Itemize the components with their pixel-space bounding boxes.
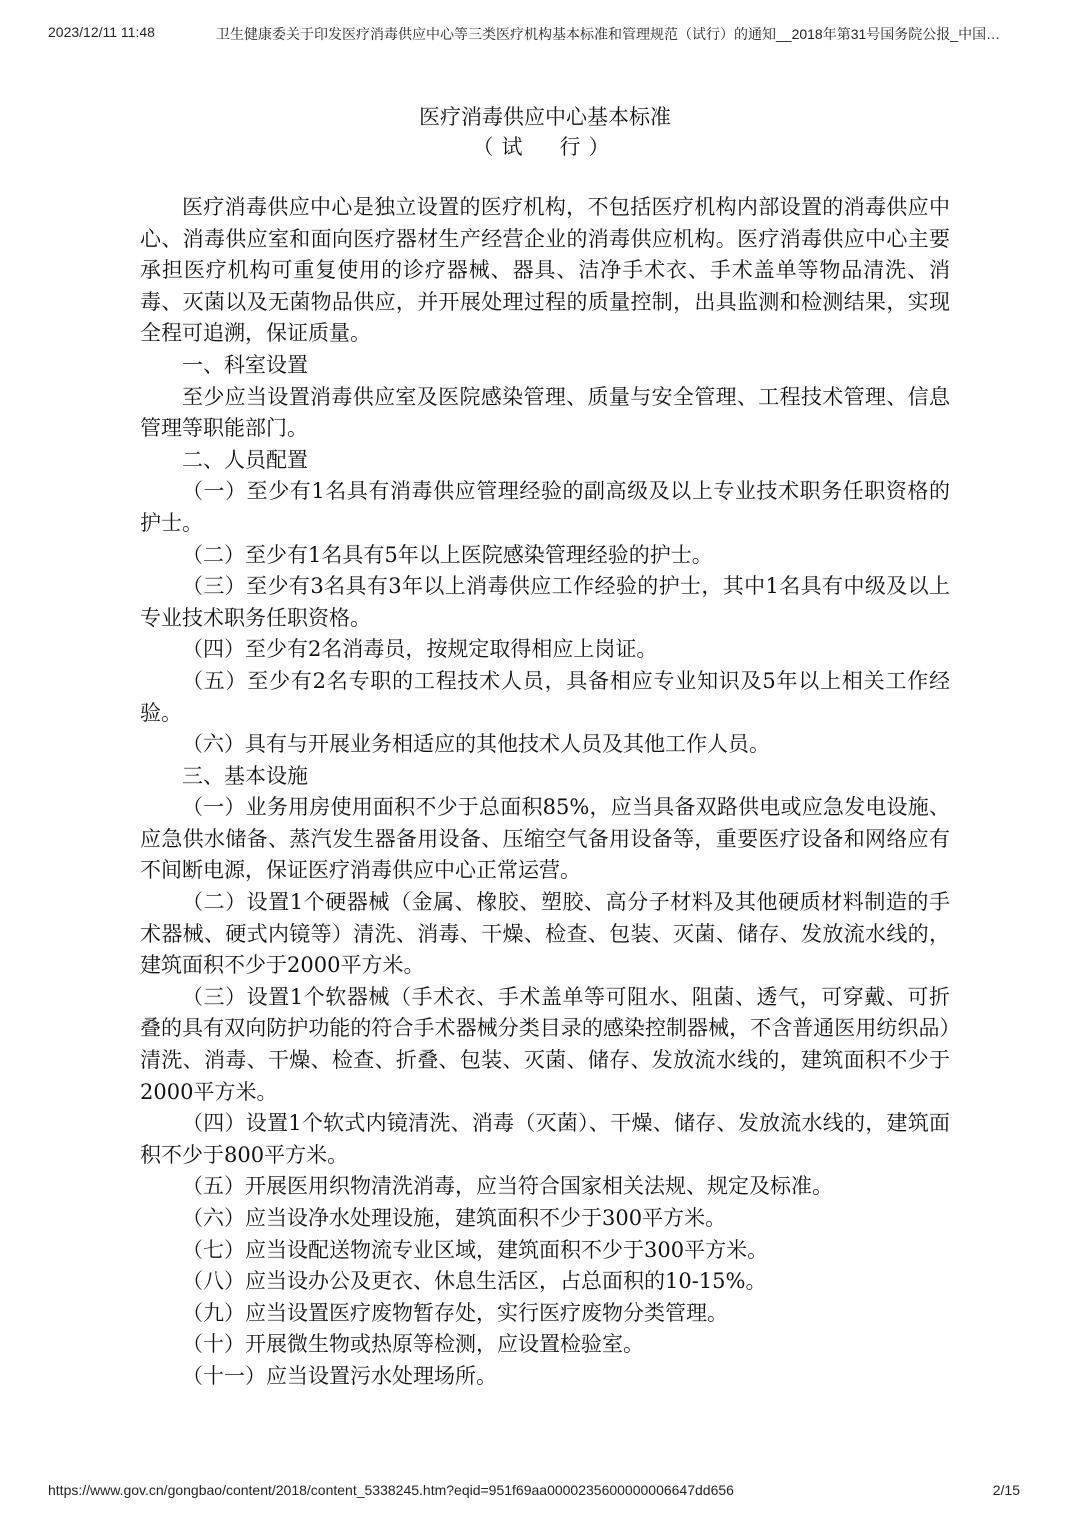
list-item: （三）设置1个软器械（手术衣、手术盖单等可阻水、阻菌、透气，可穿戴、可折叠的具有双向防护功能的符合手术器械分类目录的感染控制器械，不含普通医用纺织品）清洗、消毒、干燥、检查、折叠、包装、灭菌、储存、发放流水线的，建筑面积不少于2000平方米。	[140, 984, 950, 1104]
print-header	[48, 24, 1032, 44]
list-item: （四）设置1个软式内镜清洗、消毒（灭菌）、干燥、储存、发放流水线的，建筑面积不少于800平方米。	[140, 1111, 950, 1167]
list-item: （四）至少有2名消毒员，按规定取得相应上岗证。	[182, 637, 658, 662]
list-item: （六）应当设净水处理设施，建筑面积不少于300平方米。	[182, 1206, 727, 1230]
list-item: （二）设置1个硬器械（金属、橡胶、塑胶、高分子材料及其他硬质材料制造的手术器械、硬式内镜等）清洗、消毒、干燥、检查、包装、灭菌、储存、发放流水线的，建筑面积不少于2000平方米。	[140, 890, 950, 978]
list-item: （一）至少有1名具有消毒供应管理经验的副高级及以上专业技术职务任职资格的护士。	[140, 479, 950, 535]
page-url: https://www.gov.cn/gongbao/content/2018/content_5338245.htm?eqid=951f69aa0000235600000006647dd656	[48, 1482, 734, 1498]
list-item: （九）应当设置医疗废物暂存处，实行医疗废物分类管理。	[182, 1300, 728, 1325]
print-date: 2023/12/11 11:48	[48, 24, 155, 40]
list-item: （十一）应当设置污水处理场所。	[182, 1363, 497, 1388]
list-item: （五）至少有2名专职的工程技术人员，具备相应专业知识及5年以上相关工作经验。	[140, 668, 950, 725]
list-item: （一）业务用房使用面积不少于总面积85%，应当具备双路供电或应急发电设施、应急供水储备、蒸汽发生器备用设备、压缩空气备用设备等，重要医疗设备和网络应有不间断电源，保证医疗消毒供应中心正常运营。	[140, 795, 950, 883]
list-item: （五）开展医用织物清洗消毒，应当符合国家相关法规、规定及标准。	[182, 1174, 833, 1199]
page-number: 2/15	[992, 1482, 1020, 1498]
print-page-title: 卫生健康委关于印发医疗消毒供应中心等三类医疗机构基本标准和管理规范（试行）的通知__2018年第31号国务院公报_中国…	[216, 26, 1001, 42]
document-title: 医疗消毒供应中心基本标准	[419, 105, 671, 129]
list-item: （二）至少有1名具有5年以上医院感染管理经验的护士。	[182, 542, 713, 567]
document-body	[140, 102, 950, 1393]
paragraph-list	[140, 192, 950, 1393]
list-item: （十）开展微生物或热原等检测，应设置检验室。	[182, 1332, 644, 1357]
section-heading: 三、基本设施	[182, 763, 308, 788]
list-item: （六）具有与开展业务相适应的其他技术人员及其他工作人员。	[182, 732, 770, 757]
list-item: （三）至少有3名具有3年以上消毒供应工作经验的护士，其中1名具有中级及以上专业技术职务任职资格。	[140, 574, 950, 630]
paragraph: 医疗消毒供应中心是独立设置的医疗机构，不包括医疗机构内部设置的消毒供应中心、消毒供应室和面向医疗器材生产经营企业的消毒供应机构。医疗消毒供应中心主要承担医疗机构可重复使用的诊疗器械、器具、洁净手术衣、手术盖单等物品清洗、消毒、灭菌以及无菌物品供应，并开展处理过程的质量控制，出具监测和检测结果，实现全程可追溯，保证质量。	[140, 195, 950, 346]
section-heading: 一、科室设置	[182, 352, 308, 377]
section-heading: 二、人员配置	[182, 447, 308, 472]
paragraph: 至少应当设置消毒供应室及医院感染管理、质量与安全管理、工程技术管理、信息管理等职能部门。	[140, 384, 950, 441]
list-item: （七）应当设配送物流专业区域，建筑面积不少于300平方米。	[182, 1237, 769, 1262]
print-footer	[48, 1482, 1032, 1502]
document-subtitle: （试 行）	[472, 135, 618, 159]
list-item: （八）应当设办公及更衣、休息生活区，占总面积的10-15%。	[182, 1269, 767, 1294]
